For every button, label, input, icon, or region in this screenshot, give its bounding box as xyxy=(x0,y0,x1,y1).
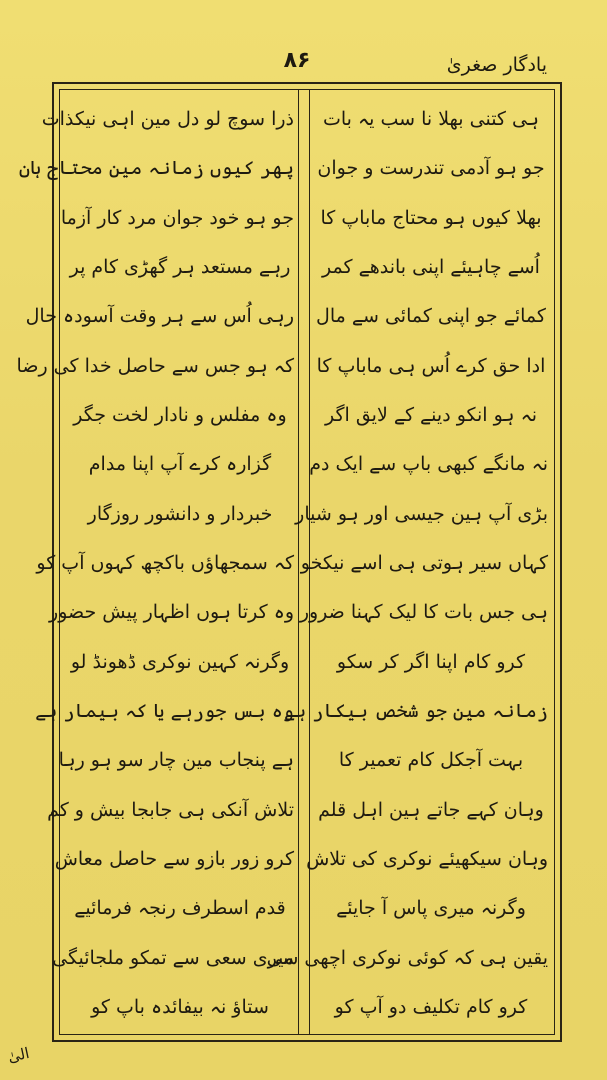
verse-line: جو ہو خود جوان مرد کار آزما xyxy=(60,206,294,229)
margin-note: الیٰ xyxy=(6,1043,31,1067)
verse-line: وگرنہ کہین نوکری ڈھونڈ لو xyxy=(70,650,290,673)
verse-line: نہ ہو انکو دینے کے لایق اگر xyxy=(324,403,538,426)
left-column xyxy=(16,102,294,1024)
verse-line: ہے پنجاب مین چار سو ہو رہا xyxy=(58,749,294,772)
verse-line: کمائے جو اپنی کمائی سے مال xyxy=(316,305,546,328)
verse-line: ستاؤ نہ بیفائدہ باپ کو xyxy=(91,995,269,1018)
verse-line: وہان سیکھیئے نوکری کی تلاش xyxy=(306,847,548,870)
verse-line: گزارہ کرے آپ اپنا مدام xyxy=(88,453,272,476)
verse-line: وہ مفلس و نادار لخت جگر xyxy=(73,403,287,426)
verse-line: رہی اُس سے ہر وقت آسودہ حال xyxy=(25,305,294,328)
verse-line: ہی جس بات کا لیک کہنا ضرور xyxy=(299,601,548,624)
verse-line: ہی کتنی بھلا نا سب یہ بات xyxy=(323,108,539,130)
verse-line: ادا حق کرے اُس ہی ماباپ کا xyxy=(316,354,546,377)
inner-frame xyxy=(16,89,555,1035)
right-column xyxy=(266,102,548,1024)
page-number: ۸۶ xyxy=(283,48,311,73)
verse-line: اُسے چاہیئے اپنی باندھے کمر xyxy=(322,255,540,278)
verse-line: بھلا کیوں ہو محتاج ماباپ کا xyxy=(320,206,542,229)
verse-line: میری سعی سے تمکو ملجائیگی xyxy=(52,946,294,969)
verse-line: رہے مستعد ہر گھڑی کام پر xyxy=(69,255,291,278)
verse-line: پھر کیوں زمانہ مین محتاج ہان xyxy=(18,157,294,180)
verse-line: نہ مانگے کبھی باپ سے ایک دم xyxy=(309,453,548,476)
verse-line: کرو کام تکلیف دو آپ کو xyxy=(334,995,528,1018)
verse-line: وہ کرتا ہوں اظہار پیش حضور xyxy=(49,601,294,624)
verse-line: کرو کام اپنا اگر کر سکو xyxy=(336,650,526,673)
text-frame xyxy=(16,82,562,1042)
verse-line: کرو زور بازو سے حاصل معاش xyxy=(54,847,294,870)
verse-line: کہ سمجھاؤں باکچھ کہوں آپ کو xyxy=(36,551,294,574)
verse-line: یقین ہی کہ کوئی نوکری اچھی سی xyxy=(266,946,548,969)
running-title: یادگار صغریٰ xyxy=(446,54,547,76)
verse-line: بہت آجکل کام تعمیر کا xyxy=(338,749,524,772)
verse-line: کہ ہو جس سے حاصل خدا کی رضا xyxy=(16,354,294,377)
verse-line: خبردار و دانشور روزگار xyxy=(87,502,273,525)
verse-line: زمانہ مین جو شخص بیکار ہے xyxy=(284,699,548,722)
verse-line: ذرا سوچ لو دل مین اہی نیکذات xyxy=(41,108,294,130)
verse-line: قدم اسطرف رنجہ فرمائیے xyxy=(74,897,286,920)
verse-line: بڑی آپ ہین جیسی اور ہو شیار xyxy=(295,502,548,525)
verse-line: تلاش آنکی ہی جابجا بیش و کم xyxy=(47,798,294,821)
verse-line: جو ہو آدمی تندرست و جوان xyxy=(317,157,545,180)
verse-line: وہ بس جورہے یا کہ بیمار ہے xyxy=(35,699,294,722)
verse-line: وگرنہ میری پاس آ جایئے xyxy=(336,897,526,920)
verse-line: وہان کہے جاتے ہین اہل قلم xyxy=(318,798,544,821)
verse-line: کہاں سیر ہوتی ہی اسے نیکخو xyxy=(300,551,548,574)
